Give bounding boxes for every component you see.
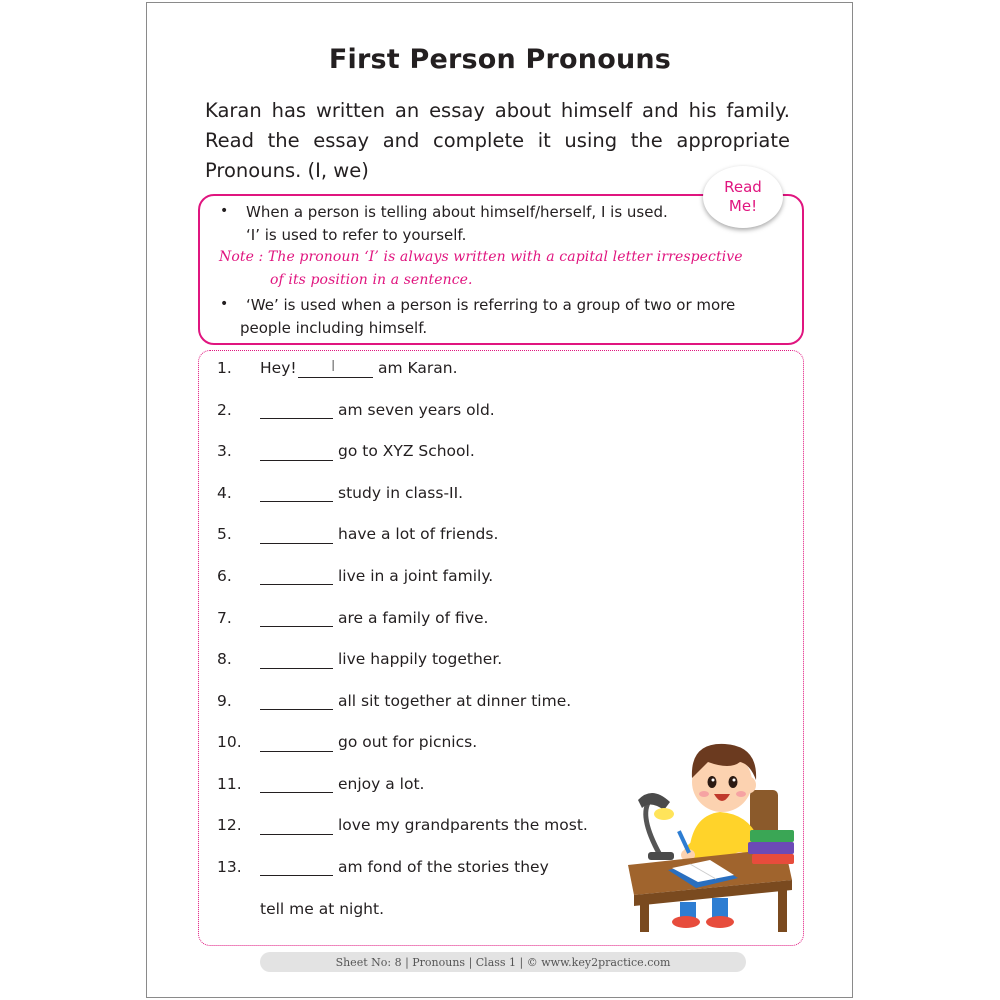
- answer-blank[interactable]: [260, 626, 333, 627]
- question-text: am Karan.: [378, 359, 458, 377]
- question-number: 1.: [217, 359, 232, 377]
- answer-blank[interactable]: [260, 501, 333, 502]
- question-number: 4.: [217, 484, 232, 502]
- question-text: am fond of the stories they: [338, 858, 549, 876]
- note-line-1: Note : The pronoun ‘I’ is always written with a capital letter irrespective: [219, 249, 743, 265]
- answer-blank[interactable]: [260, 875, 333, 876]
- bullet-icon: •: [220, 203, 229, 219]
- read-me-badge-line1: Read: [724, 178, 762, 196]
- answer-blank[interactable]: [260, 584, 333, 585]
- boy-studying-illustration: [620, 730, 805, 935]
- read-me-badge: [703, 166, 783, 228]
- question-text: go out for picnics.: [338, 733, 478, 751]
- question-text: live in a joint family.: [338, 567, 494, 585]
- question-number: 6.: [217, 567, 232, 585]
- question-number: 9.: [217, 692, 232, 710]
- answer-blank[interactable]: [260, 460, 333, 461]
- question-number: 8.: [217, 650, 232, 668]
- question-text: live happily together.: [338, 650, 503, 668]
- question-text: study in class-II.: [338, 484, 464, 502]
- rule-2-line-1: ‘We’ is used when a person is referring to a group of two or more: [246, 296, 736, 314]
- question-number: 13.: [217, 858, 242, 876]
- rule-1-line-1: When a person is telling about himself/herself, I is used.: [246, 203, 668, 221]
- question-text: enjoy a lot.: [338, 775, 425, 793]
- question-number: 11.: [217, 775, 242, 793]
- answer-blank[interactable]: [260, 418, 333, 419]
- question-text-continuation: tell me at night.: [260, 900, 385, 918]
- instructions-paragraph: Karan has written an essay about himself and his family. Read the essay and complete it using the appropriate Pronouns. (I, we): [205, 99, 790, 182]
- question-text: all sit together at dinner time.: [338, 692, 572, 710]
- answer-blank[interactable]: [260, 751, 333, 752]
- answer-blank[interactable]: [298, 377, 373, 378]
- worksheet-title: First Person Pronouns: [328, 44, 672, 75]
- answer-blank[interactable]: [260, 709, 333, 710]
- rule-2-line-2: people including himself.: [240, 319, 428, 337]
- question-text: am seven years old.: [338, 401, 495, 419]
- sample-answer: I: [331, 357, 336, 375]
- note-line-2: of its position in a sentence.: [270, 272, 473, 288]
- question-number: 3.: [217, 442, 232, 460]
- rule-1-line-2: ‘I’ is used to refer to yourself.: [246, 226, 467, 244]
- answer-blank[interactable]: [260, 792, 333, 793]
- bullet-icon: •: [220, 296, 229, 312]
- answer-blank[interactable]: [260, 668, 333, 669]
- question-text: have a lot of friends.: [338, 525, 499, 543]
- question-number: 7.: [217, 609, 232, 627]
- question-text: go to XYZ School.: [338, 442, 475, 460]
- page-footer: Sheet No: 8 | Pronouns | Class 1 | © www.key2practice.com: [260, 952, 746, 972]
- read-me-badge-line2: Me!: [728, 197, 758, 215]
- answer-blank[interactable]: [260, 834, 333, 835]
- question-number: 5.: [217, 525, 232, 543]
- question-text: are a family of five.: [338, 609, 489, 627]
- question-text: love my grandparents the most.: [338, 816, 588, 834]
- question-number: 2.: [217, 401, 232, 419]
- answer-blank[interactable]: [260, 543, 333, 544]
- question-number: 12.: [217, 816, 242, 834]
- question-number: 10.: [217, 733, 242, 751]
- question-prefix: Hey!: [260, 359, 297, 377]
